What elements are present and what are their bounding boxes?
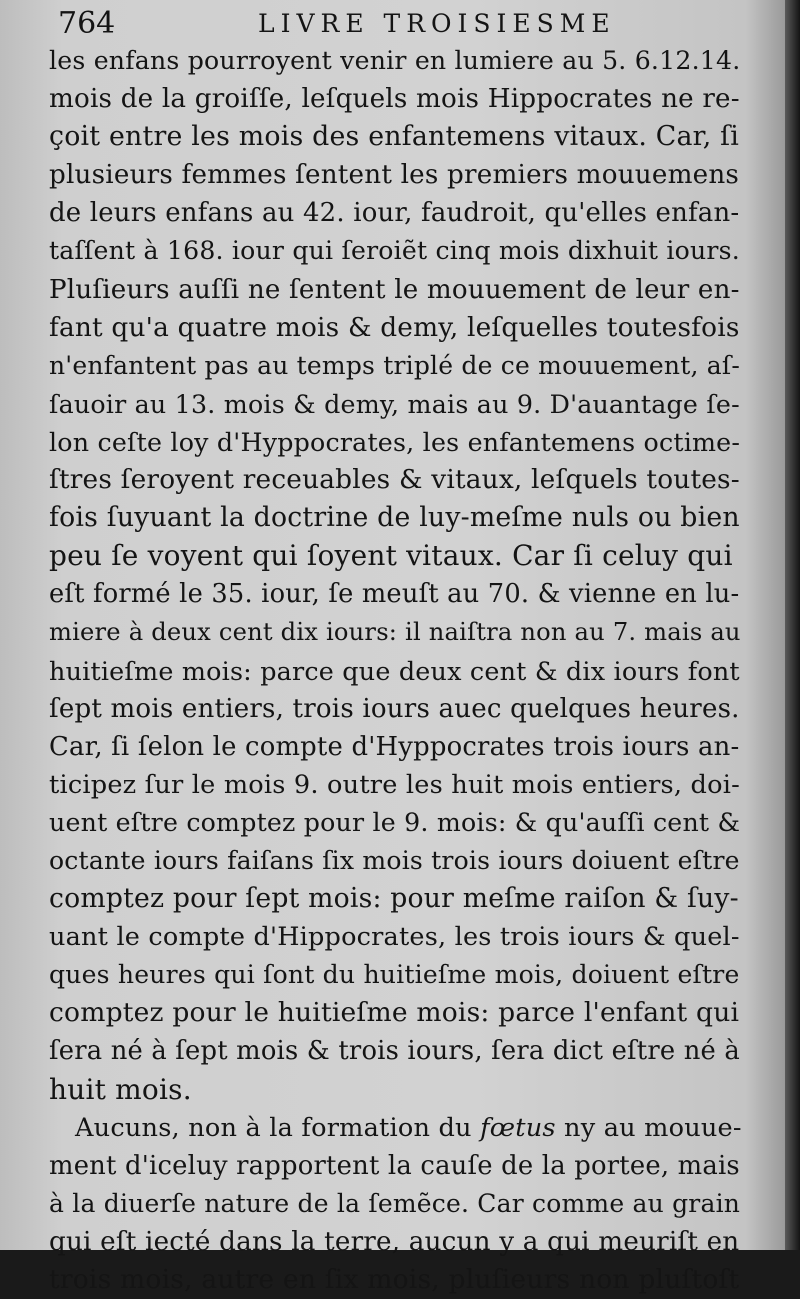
text-line: les enfans pourroyent venir en lumiere au 5. 6.12.14.: [49, 46, 741, 75]
text-line: Pluſieurs auſſi ne ſentent le mouuement de leur en-: [49, 274, 740, 305]
text-line: fant qu'a quatre mois & demy, leſquelles toutesfois: [49, 312, 740, 343]
text-line: comptez pour ſept mois: pour meſme raiſon & ſuy-: [49, 883, 739, 915]
text-line: de leurs enfans au 42. iour, faudroit, qu'elles enfan-: [49, 198, 740, 229]
text-line: à la diuerſe nature de la ſemẽce. Car comme au grain: [49, 1188, 741, 1218]
text-line: n'enfantent pas au temps triplé de ce mouuement, aſ-: [49, 350, 740, 380]
text-line: comptez pour le huitieſme mois: parce l'enfant qui: [49, 997, 740, 1029]
text-line: Car, ſi ſelon le compte d'Hyppocrates trois iours an-: [49, 731, 740, 762]
page-edge-shadow: [785, 0, 800, 1250]
text-run: ny au mouue-: [555, 1112, 742, 1143]
italic-term: fœtus: [480, 1112, 556, 1143]
text-line: peu ſe voyent qui ſoyent vitaux. Car ſi celuy qui: [49, 539, 733, 573]
text-line: trois mois, autre en ſix mois, pluſieurs non pluſtoſt: [49, 1264, 740, 1295]
text-line: ſept mois entiers, trois iours auec quelques heures.: [49, 693, 740, 724]
text-line: qui eſt iecté dans la terre, aucun y a qui meuriſt en: [49, 1226, 740, 1257]
text-line: ſera né à ſept mois & trois iours, ſera dict eſtre né à: [49, 1036, 740, 1067]
page-text: [49, 42, 742, 1299]
text-line: ques heures qui ſont du huitieſme mois, doiuent eſtre: [49, 960, 740, 990]
text-run: Aucuns, non à la formation du: [75, 1112, 481, 1143]
text-line: ſtres ſeroyent receuables & vitaux, leſquels toutes-: [49, 465, 740, 496]
text-line: mois de la groiſſe, leſquels mois Hippocrates ne re-: [49, 84, 740, 115]
paragraph-1: [49, 42, 739, 1109]
text-line: taſſent à 168. iour qui ſeroiẽt cinq mois dixhuit iours.: [49, 236, 740, 266]
text-line: [49, 1109, 742, 1147]
running-title: LIVRE TROISIESME: [258, 9, 616, 38]
text-line: huit mois.: [49, 1072, 192, 1106]
text-line: ſauoir au 13. mois & demy, mais au 9. D'auantage ſe-: [49, 388, 740, 419]
text-line: eſt formé le 35. iour, ſe meuſt au 70. & vienne en lu-: [49, 579, 740, 610]
text-line: lon ceſte loy d'Hyppocrates, les enfantemens octime-: [49, 426, 741, 457]
paragraph-2: [49, 1109, 742, 1299]
text-line: plusieurs femmes ſentent les premiers mouuemens: [49, 160, 740, 191]
text-line: ticipez ſur le mois 9. outre les huit mois entiers, doi-: [49, 769, 740, 800]
text-line: fois ſuyuant la doctrine de luy-meſme nuls ou bien: [49, 502, 740, 534]
text-line: octante iours faiſans ſix mois trois iours doiuent eſtre: [49, 845, 740, 875]
page-header: [58, 6, 745, 42]
text-line: çoit entre les mois des enfantemens vitaux. Car, ſi: [49, 121, 740, 153]
text-line: huitieſme mois: parce que deux cent & dix iours font: [49, 655, 740, 686]
text-line: uent eſtre comptez pour le 9. mois: & qu'auſſi cent &: [49, 807, 741, 837]
text-line: ment d'iceluy rapportent la cauſe de la portee, mais: [49, 1150, 740, 1181]
text-line: miere à deux cent dix iours: il naiſtra non au 7. mais au: [49, 618, 741, 647]
page-number: 764: [58, 6, 116, 41]
text-line: uant le compte d'Hippocrates, les trois iours & quel-: [49, 922, 740, 953]
